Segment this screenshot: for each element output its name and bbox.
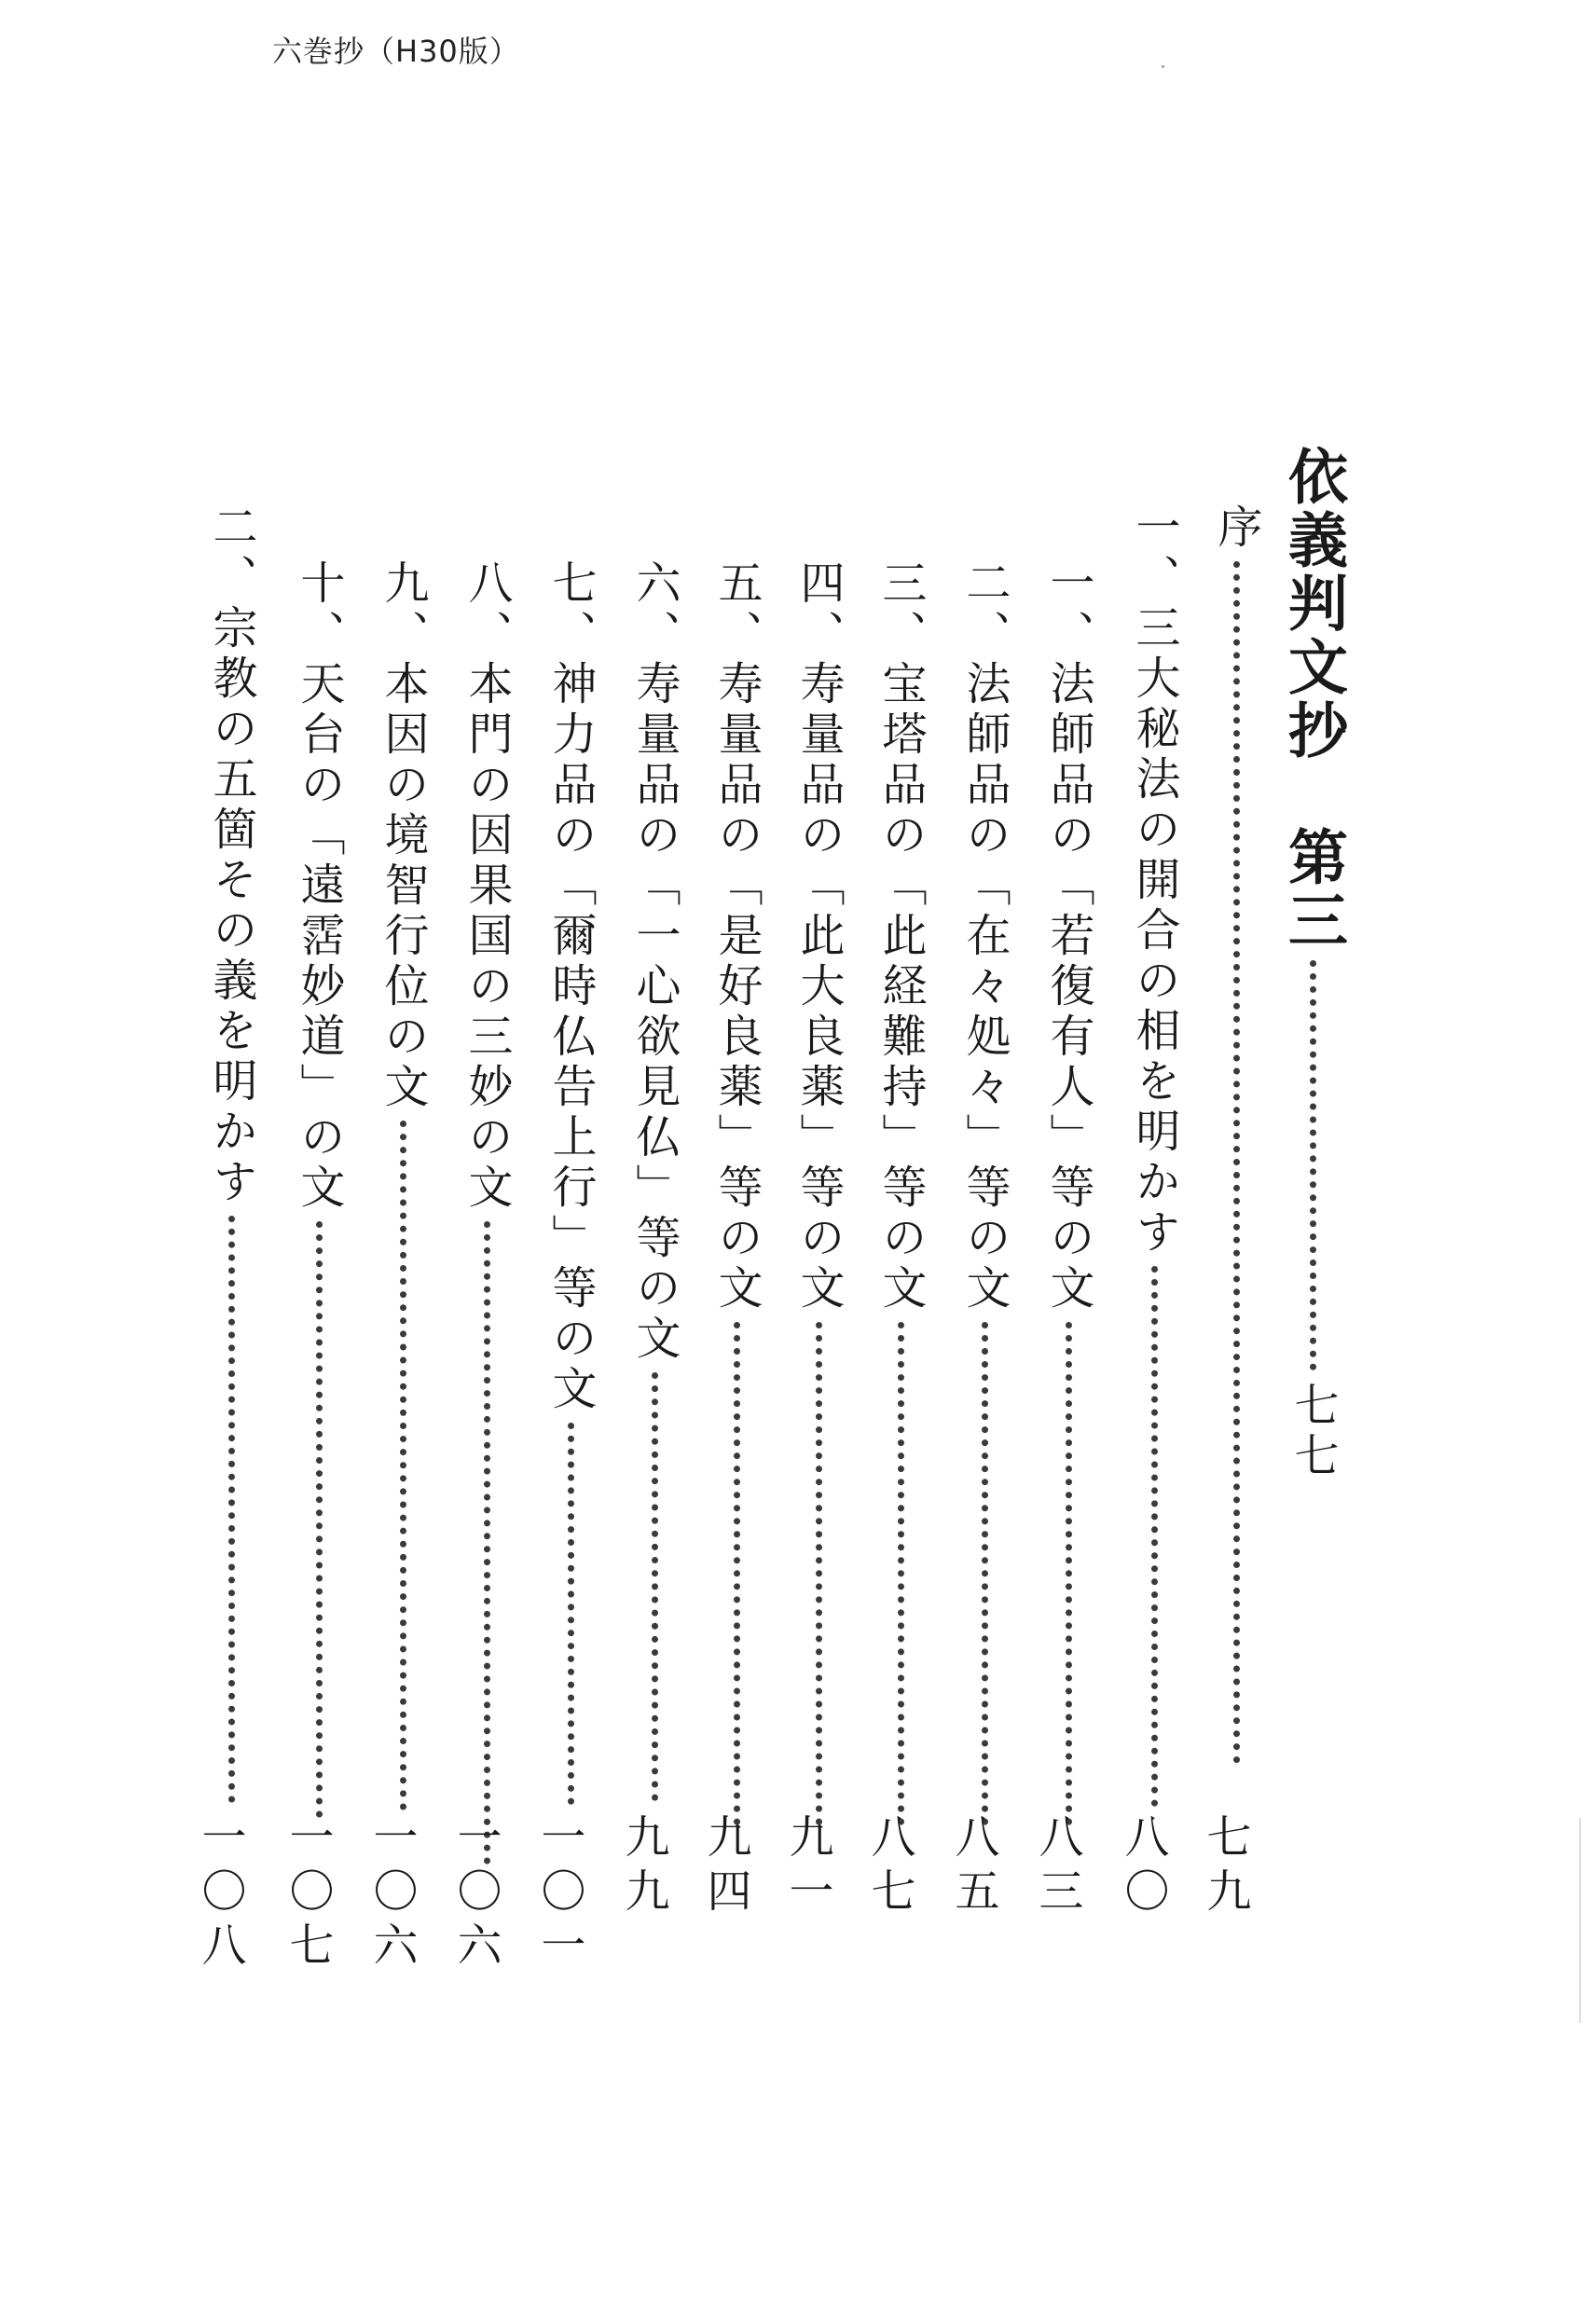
toc-page-number: 七七: [1286, 1382, 1339, 1482]
toc-page-number: 一〇六: [365, 1813, 418, 1975]
toc-entry-label: 八、本門の因果国の三妙の文: [461, 559, 513, 1214]
dot-leader: [400, 1121, 406, 1810]
toc-entry-label: 十、天台の「遠霑妙道」の文: [293, 559, 345, 1214]
toc-entry[interactable]: [1121, 503, 1188, 1818]
toc-entry-label: 序: [1210, 503, 1262, 554]
toc-title-row: [1279, 446, 1346, 1751]
toc-entry-label: 一、三大秘法の開合の相を明かす: [1128, 503, 1180, 1259]
dot-leader: [568, 1423, 574, 1805]
toc-page-number: 一〇一: [533, 1813, 585, 1975]
toc-entry[interactable]: [951, 559, 1018, 1837]
toc-entry[interactable]: [198, 503, 265, 1814]
dot-leader: [898, 1322, 904, 1825]
scan-speck: [1579, 1818, 1581, 2023]
toc-entry[interactable]: [785, 559, 852, 1837]
toc-entry[interactable]: [621, 559, 688, 1812]
toc-entry[interactable]: [1203, 503, 1270, 1775]
toc-entry[interactable]: [537, 559, 604, 1816]
toc-entry[interactable]: [867, 559, 934, 1837]
toc-page-number: 一〇六: [449, 1813, 502, 1975]
toc-entry[interactable]: [453, 559, 520, 1876]
toc-entry-label: 二、宗教の五箇その義を明かす: [205, 503, 257, 1208]
toc-entry-label: 六、寿量品の「一心欲見仏」等の文: [628, 559, 681, 1365]
dot-leader: [652, 1372, 658, 1801]
toc-entry-label: 三、宝塔品の「此経難持」等の文: [874, 559, 927, 1314]
dot-leader: [816, 1322, 822, 1825]
dot-leader: [228, 1216, 235, 1803]
toc-entry[interactable]: [369, 559, 436, 1822]
toc-entry-label: 九、本因の境智行位の文: [377, 559, 429, 1113]
dot-leader: [484, 1221, 490, 1865]
toc-entry-label: 七、神力品の「爾時仏告上行」等の文: [544, 559, 597, 1415]
dot-leader: [734, 1322, 740, 1825]
dot-leader: [316, 1221, 323, 1818]
dot-leader: [1310, 960, 1316, 1370]
toc-entry[interactable]: [1035, 559, 1102, 1837]
dot-leader: [1233, 561, 1240, 1764]
toc-page-number: 七九: [1199, 1813, 1251, 1921]
toc-title: 依義判文抄 第三: [1278, 446, 1348, 953]
toc-page-number: 一〇八: [194, 1813, 246, 1975]
toc-entry-label: 一、法師品の「若復有人」等の文: [1042, 559, 1094, 1314]
scan-speck: [1162, 65, 1164, 68]
toc-page-number: 八〇: [1117, 1813, 1169, 1921]
toc-page-number: 八五: [947, 1813, 999, 1921]
toc-entry[interactable]: [703, 559, 770, 1837]
toc-page-number: 八七: [863, 1813, 915, 1921]
toc-entry-label: 四、寿量品の「此大良薬」等の文: [792, 559, 845, 1314]
toc-page-number: 八三: [1031, 1813, 1083, 1921]
toc-entry-label: 二、法師品の「在々処々」等の文: [958, 559, 1011, 1314]
dot-leader: [1066, 1322, 1072, 1825]
dot-leader: [1151, 1266, 1158, 1807]
toc-page-number: 九四: [699, 1813, 751, 1921]
dot-leader: [982, 1322, 988, 1825]
toc-entry[interactable]: [285, 559, 352, 1829]
toc-entry-label: 五、寿量品の「是好良薬」等の文: [710, 559, 763, 1314]
toc-page-number: 九九: [617, 1813, 669, 1921]
toc-page-number: 一〇七: [282, 1813, 334, 1975]
page-header: 六巻抄（H30版）: [272, 34, 520, 69]
toc-page-number: 九一: [781, 1813, 833, 1921]
